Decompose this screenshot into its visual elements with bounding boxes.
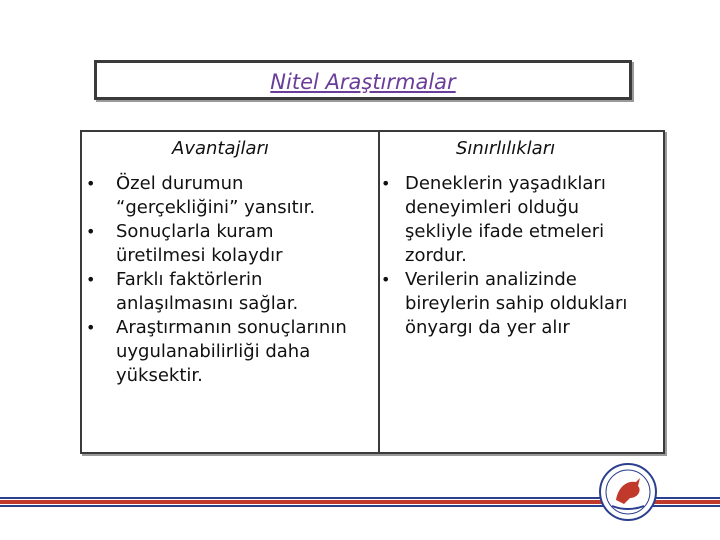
list-item: • Araştırmanın sonuçlarının uygulanabilirliği daha yüksektir. (86, 316, 376, 388)
advantages-heading: Avantajları (172, 138, 269, 159)
list-item: • Verilerin analizinde bireylerin sahip oldukları önyargı da yer alır (381, 268, 655, 340)
university-seal-icon (598, 462, 658, 522)
list-item: • Farklı faktörlerin anlaşılmasını sağlar. (86, 268, 356, 316)
limitations-list (381, 172, 656, 340)
list-item: • Deneklerin yaşadıkları deneyimleri olduğu şekliyle ifade etmeleri zordur. (381, 172, 635, 268)
page-title: Nitel Araştırmalar (270, 70, 456, 94)
limitations-heading: Sınırlılıkları (456, 138, 556, 159)
list-item: • Sonuçlarla kuram üretilmesi kolaydır (86, 220, 316, 268)
advantages-list (86, 172, 376, 388)
comparison-table (80, 130, 665, 454)
title-box (94, 60, 632, 100)
list-item: • Özel durumun “gerçekliğini” yansıtır. (86, 172, 336, 220)
column-divider (378, 132, 380, 452)
